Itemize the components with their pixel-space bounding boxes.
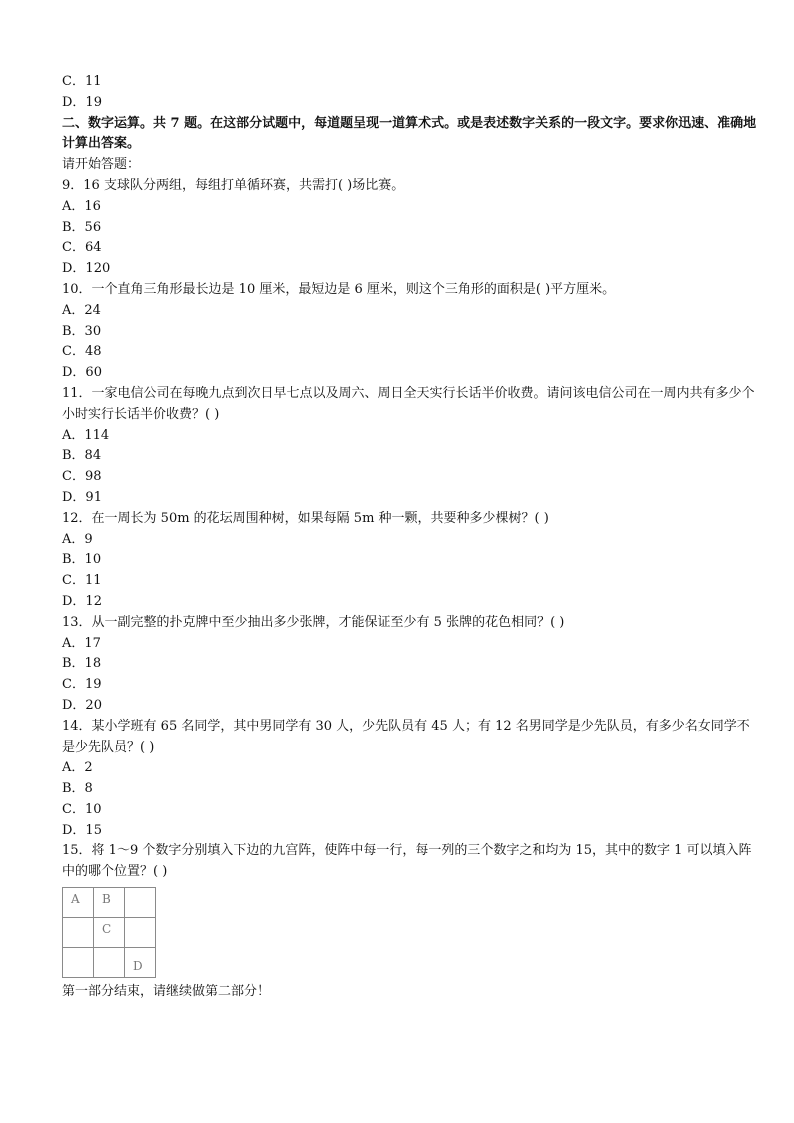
grid-cell: C (94, 918, 125, 948)
option-a: A．16 (62, 198, 101, 214)
grid-cell (125, 918, 156, 948)
question-stem: 15．将 1～9 个数字分别填入下边的九宫阵，使阵中每一行，每一列的三个数字之和均为 15，其中的数字 1 可以填入阵中的哪个位置？( ) (62, 843, 752, 880)
option-d: D．15 (62, 822, 102, 838)
option-d: D．12 (62, 593, 102, 609)
option-a: A．17 (62, 635, 101, 651)
grid-cell (94, 948, 125, 978)
question-stem: 12．在一周长为 50m 的花坛周围种树，如果每隔 5m 种一颗，共要种多少棵树？( ) (62, 510, 549, 526)
option-b: B．18 (62, 656, 102, 672)
option-d: D．120 (62, 261, 111, 277)
option-c: C．48 (62, 344, 102, 360)
option-a: A．9 (62, 531, 93, 547)
option-d: D．91 (62, 489, 102, 505)
option-d: D．60 (62, 365, 102, 381)
question-stem: 10．一个直角三角形最长边是 10 厘米，最短边是 6 厘米，则这个三角形的面积是( )平方厘米。 (62, 281, 616, 297)
option-c: C．98 (62, 469, 102, 485)
grid-cell: A (63, 888, 94, 918)
grid-cell: D (125, 948, 156, 978)
option-c: C．11 (62, 573, 102, 589)
option-b: B．84 (62, 448, 102, 464)
option-a: A．114 (62, 427, 110, 443)
start-prompt: 请开始答题： (62, 157, 141, 173)
grid-cell (125, 888, 156, 918)
option-d: D．20 (62, 697, 102, 713)
question-stem: 9．16 支球队分两组，每组打单循环赛，共需打( )场比赛。 (62, 177, 405, 193)
grid-cell: B (94, 888, 125, 918)
section-end-notice: 第一部分结束，请继续做第二部分！ (62, 984, 271, 1000)
grid-cell (63, 918, 94, 948)
grid-cell (63, 948, 94, 978)
option-b: B．56 (62, 219, 102, 235)
option-a: A．24 (62, 302, 101, 318)
option-d-prev: D．19 (62, 94, 102, 110)
question-stem: 14．某小学班有 65 名同学，其中男同学有 30 人，少先队员有 45 人；有 12 名男同学是少先队员，有多少名女同学不是少先队员？( ) (62, 718, 750, 755)
nine-grid (62, 887, 156, 978)
option-c-prev: C．11 (62, 74, 102, 89)
section-heading: 二、数字运算。共 7 题。在这部分试题中，每道题呈现一道算术式。或是表述数字关系的一段文字。要求你迅速、准确地计算出答案。 (62, 115, 757, 152)
option-a: A．2 (62, 760, 93, 776)
exam-page (62, 72, 762, 1003)
option-c: C．19 (62, 677, 102, 693)
question-stem: 11．一家电信公司在每晚九点到次日早七点以及周六、周日全天实行长话半价收费。请问该电信公司在一周内共有多少个小时实行长话半价收费？( ) (62, 385, 755, 422)
option-c: C．64 (62, 240, 102, 256)
option-b: B．10 (62, 552, 102, 568)
option-c: C．10 (62, 801, 102, 817)
option-b: B．30 (62, 323, 102, 339)
question-stem: 13．从一副完整的扑克牌中至少抽出多少张牌，才能保证至少有 5 张牌的花色相同？( ) (62, 614, 565, 630)
option-b: B．8 (62, 781, 93, 797)
